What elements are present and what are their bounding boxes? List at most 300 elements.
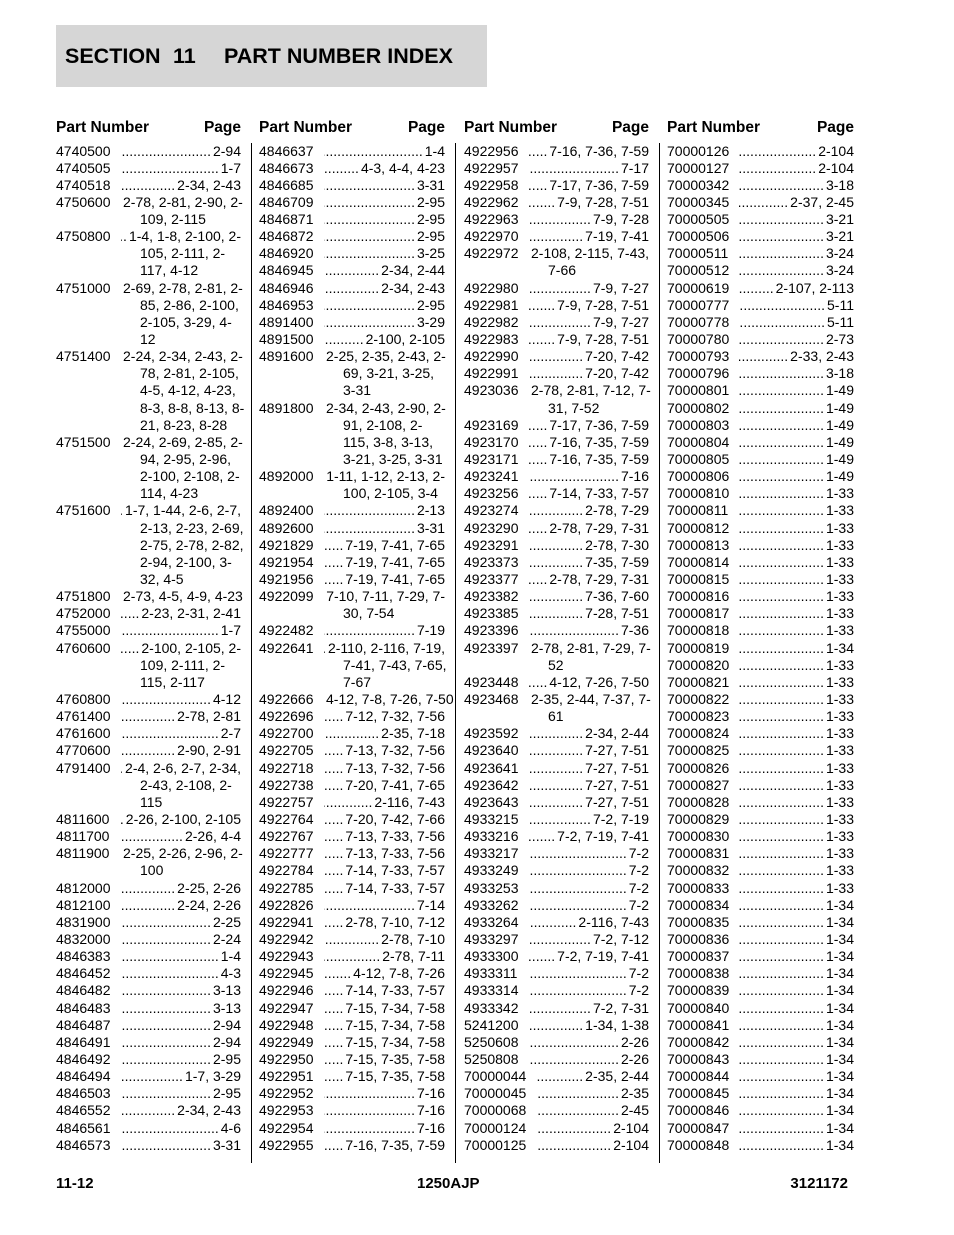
entry-first-line (259, 777, 445, 794)
page-reference: 1-4 (424, 142, 445, 159)
leader-dots (739, 468, 824, 485)
page-reference: 1-49 (825, 382, 854, 399)
index-entry (56, 931, 241, 948)
page-reference: 1-33 (825, 776, 854, 793)
index-entry (259, 348, 445, 399)
page-reference: 1-49 (825, 451, 854, 468)
leader-dots (529, 828, 555, 845)
index-entry (464, 1017, 649, 1034)
leader-dots (121, 640, 139, 657)
entry-first-line (464, 914, 649, 931)
entry-first-line (464, 143, 649, 160)
page-reference: 7-9, 7-27 (592, 279, 649, 296)
index-entry (464, 468, 649, 485)
part-number: 70000841 (667, 1016, 730, 1033)
entry-first-line (464, 862, 649, 879)
page-reference: 2-94 (212, 142, 241, 159)
part-number: 4922777 (259, 845, 314, 862)
part-number: 4770600 (56, 742, 111, 759)
entry-first-line (56, 1085, 241, 1102)
part-number: 4846494 (56, 1068, 111, 1085)
page-reference: 7-16, 7-35, 7-59 (345, 1136, 445, 1153)
entry-first-line (464, 777, 649, 794)
entry-first-line (259, 880, 445, 897)
leader-dots (529, 880, 627, 897)
page-reference: 2-35, 2-44 (585, 1068, 649, 1085)
page-reference-continuation: 7-41, 7-43, 7-65, (343, 656, 447, 673)
leader-dots (324, 160, 359, 177)
entry-first-line (259, 194, 445, 211)
entry-first-line (259, 400, 445, 417)
page-reference: 7-36 (620, 622, 649, 639)
part-number: 4812100 (56, 896, 111, 913)
index-entry (667, 177, 854, 194)
page-reference: 2-35, 2-44, 7-37, 7- (531, 691, 651, 707)
index-entry (464, 948, 649, 965)
index-entry (259, 1137, 445, 1154)
part-number: 70000821 (667, 673, 730, 690)
leader-dots (121, 880, 175, 897)
part-number-heading: Part Number (667, 119, 761, 136)
part-number: 4751600 (56, 502, 111, 519)
entry-first-line (667, 1051, 854, 1068)
page-reference-continuation: 100, 2-105, 3-4 (343, 485, 438, 502)
index-entry (259, 1085, 445, 1102)
part-number: 4750800 (56, 228, 111, 245)
part-number: 4922641 (259, 639, 314, 656)
entry-first-line (667, 691, 854, 708)
page-reference: 2-94 (212, 1033, 241, 1050)
page-reference: 2-116, 7-43 (374, 793, 445, 810)
part-number: 70000816 (667, 588, 730, 605)
leader-dots (529, 417, 547, 434)
entry-first-line (464, 1017, 649, 1034)
index-entry (56, 708, 241, 725)
part-number: 4923642 (464, 776, 519, 793)
page-reference: 1-33 (825, 879, 854, 896)
page-reference: 2-24, 2-69, 2-85, 2- (123, 433, 243, 450)
entry-first-line (464, 760, 649, 777)
entry-first-line (259, 1034, 445, 1051)
entry-first-line (464, 194, 649, 211)
page-reference: 7-35, 7-59 (585, 553, 649, 570)
entry-first-line (667, 348, 854, 365)
leader-dots (324, 502, 415, 519)
index-entry (667, 160, 854, 177)
part-number: 70000127 (667, 159, 730, 176)
index-entry (259, 177, 445, 194)
part-number: 5241200 (464, 1016, 519, 1033)
leader-dots (529, 502, 583, 519)
index-entry (667, 794, 854, 811)
leader-dots (324, 965, 351, 982)
part-number: 4933217 (464, 845, 519, 862)
page-reference: 2-37, 2-45 (790, 193, 854, 210)
part-number: 4933311 (464, 965, 518, 982)
leader-dots (529, 348, 583, 365)
page-reference: 7-17 (620, 159, 649, 176)
index-entry (56, 605, 241, 622)
entry-first-line (259, 280, 445, 297)
entry-first-line (667, 262, 854, 279)
leader-dots (324, 1017, 343, 1034)
page-reference: 7-36, 7-60 (585, 588, 649, 605)
index-entry (464, 1000, 649, 1017)
part-number: 4922757 (259, 793, 314, 810)
page-reference-continuation: 2-105, 3-29, 4- (140, 313, 232, 330)
leader-dots (739, 297, 825, 314)
page-reference: 4-12, 7-8, 7-26, 7-50 (326, 691, 454, 707)
entry-first-line (464, 1068, 649, 1085)
entry-first-line (259, 1017, 445, 1034)
page-reference: 1-33 (825, 485, 854, 502)
entry-first-line (56, 502, 241, 519)
entry-first-line (464, 228, 649, 245)
part-number: 4812000 (56, 879, 111, 896)
part-number: 70000803 (667, 416, 730, 433)
part-number: 4923169 (464, 416, 519, 433)
entry-first-line (56, 228, 241, 245)
entry-first-line (464, 571, 649, 588)
leader-dots (739, 914, 824, 931)
part-number: 70000836 (667, 930, 730, 947)
part-number: 4891500 (259, 331, 314, 348)
entry-first-line (667, 554, 854, 571)
part-number: 4922950 (259, 1050, 314, 1067)
entry-first-line (56, 708, 241, 725)
index-entry (56, 725, 241, 742)
index-entry (464, 828, 649, 845)
entry-first-line (259, 160, 445, 177)
part-number: 70000778 (667, 313, 730, 330)
index-entry (259, 1000, 445, 1017)
index-entry (259, 965, 445, 982)
leader-dots (121, 828, 183, 845)
page-reference: 7-2 (628, 862, 649, 879)
index-entry (259, 811, 445, 828)
leader-dots (529, 485, 547, 502)
index-entry (464, 777, 649, 794)
page-reference: 1-7, 3-29 (184, 1068, 241, 1085)
index-entry (464, 160, 649, 177)
index-column (56, 119, 245, 1154)
part-number: 4933342 (464, 999, 519, 1016)
part-number: 4922767 (259, 828, 314, 845)
page-reference: 2-110, 2-116, 7-19, (327, 639, 445, 656)
leader-dots (739, 622, 824, 639)
entry-first-line (464, 691, 649, 708)
page-reference: 1-34 (825, 982, 854, 999)
leader-dots (324, 982, 343, 999)
page-heading: Page (611, 119, 649, 136)
index-entry (464, 1051, 649, 1068)
leader-dots (121, 691, 211, 708)
index-entry (667, 520, 854, 537)
page-reference: 3-25 (416, 245, 445, 262)
part-number: 4846482 (56, 982, 111, 999)
index-entry (667, 382, 854, 399)
index-entry (464, 297, 649, 314)
page-reference-continuation: 78, 2-81, 2-105, (140, 365, 239, 382)
index-entry (259, 880, 445, 897)
part-number: 4751500 (56, 433, 111, 450)
page-reference: 1-33 (825, 588, 854, 605)
part-number: 4922941 (259, 913, 314, 930)
page-reference-continuation: 109, 2-115 (140, 211, 206, 228)
part-number: 70000810 (667, 485, 730, 502)
leader-dots (121, 948, 219, 965)
index-entry (667, 143, 854, 160)
entry-first-line (56, 742, 241, 759)
index-entry (464, 1068, 649, 1085)
part-number: 4892000 (259, 468, 314, 485)
part-number: 4811600 (56, 810, 110, 827)
leader-dots (739, 143, 816, 160)
part-number: 4923373 (464, 553, 519, 570)
page-reference: 4-12, 7-8, 7-26 (353, 965, 445, 982)
entry-list (667, 143, 854, 1154)
page-reference: 7-15, 7-34, 7-58 (345, 1033, 445, 1050)
page-reference-continuation: 115, 2-117 (140, 673, 205, 690)
index-entry (464, 982, 649, 999)
part-number: 70000345 (667, 193, 730, 210)
page-reference: 2-35 (620, 1085, 649, 1102)
section-title-box (56, 25, 487, 87)
leader-dots (324, 862, 343, 879)
leader-dots (324, 537, 343, 554)
page-reference: 2-78, 7-10, 7-12 (345, 913, 445, 930)
entry-first-line (56, 280, 241, 297)
leader-dots (739, 828, 824, 845)
entry-first-line (667, 640, 854, 657)
leader-dots (324, 177, 415, 194)
index-entry (667, 914, 854, 931)
page-reference: 1-33 (825, 691, 854, 707)
page-reference: 7-2, 7-19, 7-41 (557, 828, 649, 845)
page-heading: Page (407, 119, 445, 136)
page-reference: 7-19 (416, 622, 445, 639)
part-number: 70000828 (667, 793, 730, 810)
leader-dots (529, 331, 555, 348)
entry-first-line (56, 845, 241, 862)
leader-dots (121, 1120, 219, 1137)
entry-first-line (464, 725, 649, 742)
index-entry (667, 245, 854, 262)
entry-first-line (464, 965, 649, 982)
page-reference: 7-14, 7-33, 7-57 (345, 862, 445, 879)
entry-first-line (259, 143, 445, 160)
page-reference: 4-12, 7-26, 7-50 (549, 673, 649, 690)
part-number: 70000840 (667, 999, 730, 1016)
page-reference: 1-34 (825, 1136, 854, 1153)
entry-first-line (56, 622, 241, 639)
part-number: 70000818 (667, 622, 730, 639)
page-reference-continuation: 61 (548, 708, 564, 725)
leader-dots (739, 965, 824, 982)
index-entry (464, 434, 649, 451)
page-reference: 2-23, 2-31, 2-41 (141, 605, 241, 622)
page-reference: 3-18 (825, 176, 854, 193)
entry-first-line (464, 297, 649, 314)
part-number: 4922738 (259, 776, 314, 793)
index-entry (259, 1034, 445, 1051)
entry-first-line (259, 828, 445, 845)
page-reference: 7-9, 7-27 (592, 313, 649, 330)
part-number: 4922666 (259, 691, 314, 707)
leader-dots (324, 948, 380, 965)
page-reference: 2-25, 2-26 (177, 879, 241, 896)
page-reference: 1-34 (825, 1102, 854, 1119)
part-number: 70000842 (667, 1033, 730, 1050)
part-number: 4933216 (464, 828, 519, 845)
page-reference: 7-16 (416, 1119, 445, 1136)
leader-dots (529, 228, 583, 245)
page-reference: 2-78, 2-81, 2-90, 2- (123, 193, 243, 210)
part-number: 4922958 (464, 176, 519, 193)
index-entry (259, 948, 445, 965)
index-entry (464, 314, 649, 331)
index-entry (464, 794, 649, 811)
page-reference-continuation: 69, 3-21, 3-25, (343, 365, 435, 382)
index-entry (259, 622, 445, 639)
leader-dots (529, 914, 576, 931)
part-number: 4923290 (464, 519, 519, 536)
part-number: 4922705 (259, 742, 314, 759)
entry-first-line (667, 760, 854, 777)
entry-first-line (56, 160, 241, 177)
entry-first-line (259, 862, 445, 879)
leader-dots (739, 725, 824, 742)
entry-first-line (464, 434, 649, 451)
index-entry (667, 434, 854, 451)
part-number: 4933262 (464, 896, 519, 913)
entry-first-line (259, 931, 445, 948)
leader-dots (739, 211, 824, 228)
index-entry (667, 965, 854, 982)
part-number: 4846487 (56, 1016, 111, 1033)
page-reference: 1-33 (825, 759, 854, 776)
leader-dots (739, 931, 824, 948)
index-entry (259, 897, 445, 914)
leader-dots (121, 605, 139, 622)
entry-first-line (56, 588, 241, 605)
page-reference: 2-78, 7-29, 7-31 (549, 519, 649, 536)
page-reference-continuation: 32, 4-5 (140, 571, 184, 588)
index-entry (667, 862, 854, 879)
entry-first-line (56, 1051, 241, 1068)
index-entry (259, 211, 445, 228)
index-entry (464, 365, 649, 382)
index-entry (56, 1017, 241, 1034)
entry-first-line (259, 348, 445, 365)
leader-dots (536, 1102, 619, 1119)
index-entry (464, 571, 649, 588)
page-reference-continuation: 2-13, 2-23, 2-69, (140, 519, 244, 536)
part-number: 4923291 (464, 536, 519, 553)
entry-first-line (464, 160, 649, 177)
index-entry (464, 537, 649, 554)
entry-first-line (464, 348, 649, 365)
entry-first-line (259, 177, 445, 194)
page-reference: 3-21 (825, 211, 854, 228)
index-entry (259, 297, 445, 314)
part-number: 4811900 (56, 845, 110, 862)
index-entry (667, 194, 854, 211)
entry-first-line (259, 640, 445, 657)
entry-first-line (667, 571, 854, 588)
leader-dots (739, 177, 824, 194)
page-reference: 2-78, 2-81, 7-29, 7- (531, 639, 651, 656)
page-reference-continuation: 7-67 (343, 673, 372, 690)
entry-first-line (667, 177, 854, 194)
page-reference: 3-13 (212, 982, 241, 999)
entry-first-line (464, 365, 649, 382)
index-entry (464, 211, 649, 228)
page-reference: 2-34, 2-44 (585, 725, 649, 742)
part-number: 4791400 (56, 759, 111, 776)
part-number: 70000044 (464, 1068, 527, 1085)
page-reference: 1-33 (825, 673, 854, 690)
page-reference: 1-34, 1-38 (585, 1016, 649, 1033)
entry-first-line (259, 1051, 445, 1068)
part-number: 4922982 (464, 313, 519, 330)
index-entry (56, 1085, 241, 1102)
page-reference: 1-4 (220, 948, 241, 965)
entry-first-line (667, 331, 854, 348)
leader-dots (739, 794, 824, 811)
entry-first-line (259, 1068, 445, 1085)
index-entry (464, 742, 649, 759)
leader-dots (739, 760, 824, 777)
entry-first-line (464, 245, 649, 262)
page-reference: 1-49 (825, 433, 854, 450)
page-reference: 2-25, 2-35, 2-43, 2- (326, 348, 446, 365)
entry-first-line (667, 520, 854, 537)
index-entry (464, 1102, 649, 1119)
index-entry (259, 314, 445, 331)
page-reference: 2-90, 2-91 (177, 742, 241, 759)
page-reference: 2-78, 7-29 (585, 502, 649, 519)
index-entry (667, 468, 854, 485)
leader-dots (529, 845, 627, 862)
page-reference: 2-45 (620, 1102, 649, 1119)
entry-first-line (259, 228, 445, 245)
entry-first-line (667, 708, 854, 725)
entry-first-line (464, 520, 649, 537)
index-entry (259, 691, 454, 708)
entry-first-line (667, 228, 854, 245)
index-entry (464, 228, 649, 245)
part-number: 70000814 (667, 553, 730, 570)
leader-dots (739, 982, 824, 999)
leader-dots (529, 194, 555, 211)
part-number: 4922963 (464, 211, 519, 228)
part-number: 4922482 (259, 622, 314, 639)
entry-first-line (667, 777, 854, 794)
index-entry (667, 502, 854, 519)
part-number: 4922991 (464, 365, 519, 382)
part-number: 4760600 (56, 639, 111, 656)
leader-dots (739, 605, 824, 622)
entry-first-line (667, 588, 854, 605)
index-entry (464, 760, 649, 777)
page-reference: 7-27, 7-51 (585, 793, 649, 810)
entry-first-line (56, 948, 241, 965)
leader-dots (324, 228, 415, 245)
entry-first-line (464, 502, 649, 519)
leader-dots (324, 1051, 343, 1068)
page-reference: 1-49 (825, 468, 854, 485)
